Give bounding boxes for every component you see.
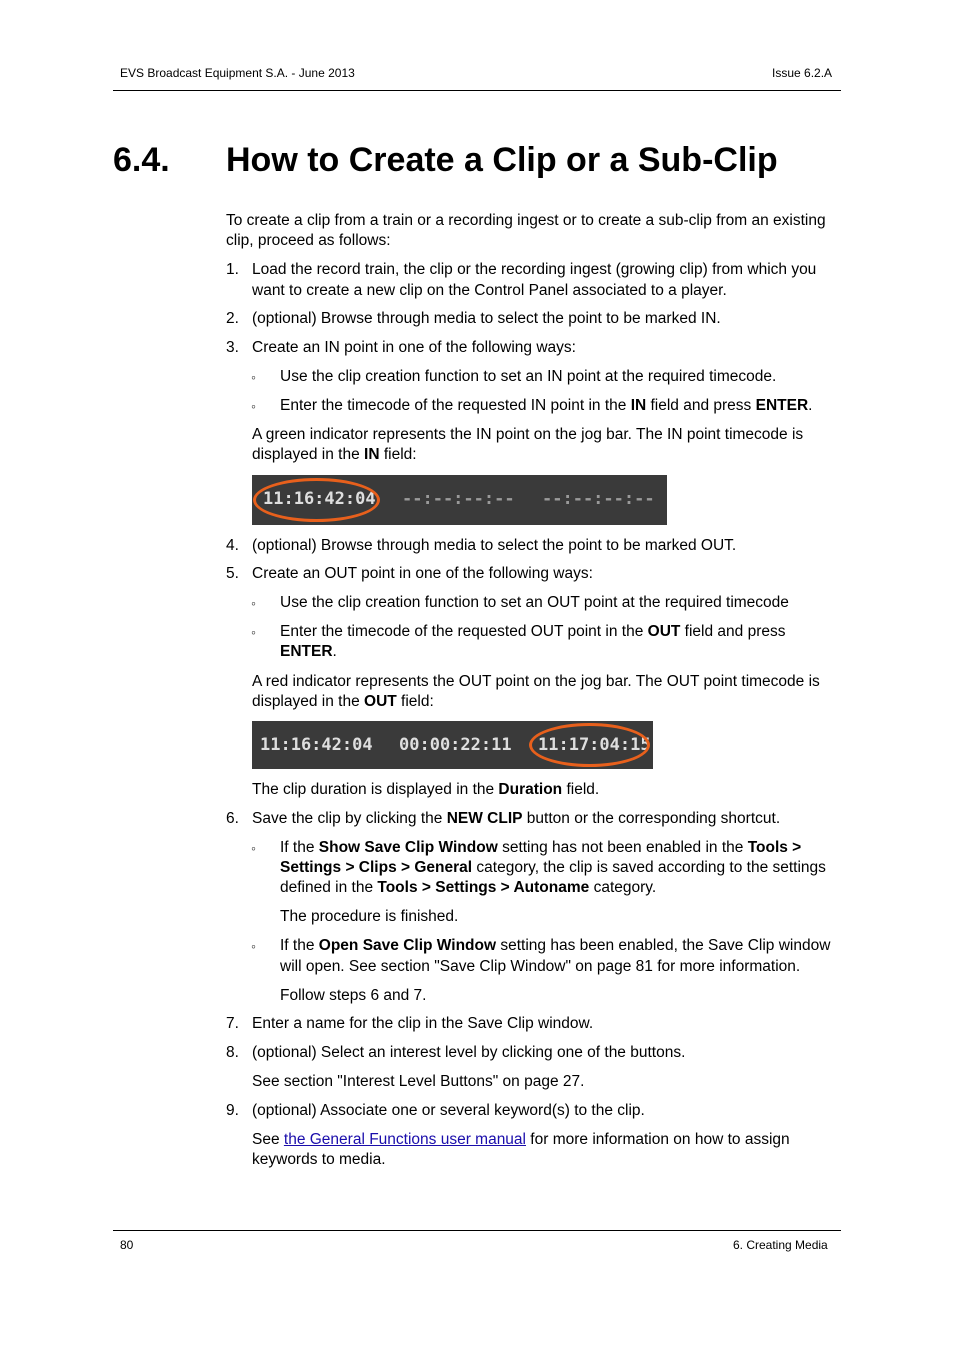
bullet-icon: ◦ [251,840,256,856]
step8-text: (optional) Select an interest level by clicking one of the buttons. [252,1044,686,1061]
step9-para-line-2: keywords to media. [252,1151,386,1168]
header-left: EVS Broadcast Equipment S.A. - June 2013 [120,66,355,80]
step8-para: See section "Interest Level Buttons" on page 27. [252,1073,585,1090]
step3-para-line-2: displayed in the IN field: [252,446,417,463]
duration-text: The clip duration is displayed in the Duration field. [252,781,600,798]
step4-text: (optional) Browse through media to select the point to be marked OUT. [252,537,737,554]
bullet-icon: ◦ [251,624,256,640]
step5-bullet-2-line-2: ENTER. [280,643,337,660]
in-timecode: 11:16:42:04 [260,735,373,755]
step9-para-line-1: See the General Functions user manual for more information on how to assign [252,1131,790,1148]
step-number: 3. [226,339,239,356]
out-timecode-empty: --:--:--:-- [402,489,515,509]
header-right: Issue 6.2.A [772,66,833,80]
in-field-screenshot [252,475,667,525]
duration-timecode-empty: --:--:--:-- [542,489,655,509]
bullet-icon: ◦ [251,398,256,414]
step5-bullet-2-line-1: Enter the timecode of the requested OUT point in the OUT field and press [280,623,786,640]
step3-bullet-2: Enter the timecode of the requested IN point in the IN field and press ENTER. [280,397,813,414]
step6-bullet-2-line-2: will open. See section "Save Clip Window" on page 81 for more information. [280,958,801,975]
page-number: 80 [120,1238,134,1252]
highlight-oval [253,478,380,522]
step6-bullet-2-line-1: If the Open Save Clip Window setting has been enabled, the Save Clip window [280,937,831,954]
step-number: 7. [226,1015,239,1032]
intro-line-2: clip, proceed as follows: [226,232,391,249]
intro-line-1: To create a clip from a train or a recording ingest or to create a sub-clip from an existing [226,212,826,229]
step-number: 5. [226,565,239,582]
section-number: 6.4. [113,141,170,179]
step9-text: (optional) Associate one or several keyword(s) to the clip. [252,1102,645,1119]
out-field-screenshot [252,721,653,769]
step-number: 6. [226,810,239,827]
footer-chapter: 6. Creating Media [733,1238,828,1252]
bullet-icon: ◦ [251,369,256,385]
step3-text: Create an IN point in one of the following ways: [252,339,576,356]
footer-rule [113,1230,841,1231]
step-number: 1. [226,261,239,278]
step6-text: Save the clip by clicking the NEW CLIP button or the corresponding shortcut. [252,810,781,827]
step6-bullet-2-para: Follow steps 6 and 7. [280,987,427,1004]
header-rule [113,90,841,91]
step1-line-2: want to create a new clip on the Control Panel associated to a player. [252,282,727,299]
duration-timecode: 00:00:22:11 [399,735,512,755]
step2-text: (optional) Browse through media to select the point to be marked IN. [252,310,721,327]
step5-text: Create an OUT point in one of the following ways: [252,565,593,582]
step6-bullet-1-line-3: defined in the Tools > Settings > Autoname category. [280,879,657,896]
bullet-icon: ◦ [251,938,256,954]
step-number: 8. [226,1044,239,1061]
step1-line-1: Load the record train, the clip or the recording ingest (growing clip) from which you [252,261,817,278]
step6-bullet-1-line-2: Settings > Clips > General category, the clip is saved according to the settings [280,859,826,876]
section-title: How to Create a Clip or a Sub-Clip [226,141,778,179]
step5-para-line-2: displayed in the OUT field: [252,693,434,710]
step-number: 2. [226,310,239,327]
step7-text: Enter a name for the clip in the Save Clip window. [252,1015,594,1032]
step5-bullet-1: Use the clip creation function to set an OUT point at the required timecode [280,594,789,611]
step-number: 9. [226,1102,239,1119]
in-timecode: 11:16:42:04 [263,489,376,509]
bullet-icon: ◦ [251,595,256,611]
step6-bullet-1-para: The procedure is finished. [280,908,459,925]
out-timecode: 11:17:04:15 [538,735,651,755]
highlight-oval [529,723,650,767]
step6-bullet-1-line-1: If the Show Save Clip Window setting has not been enabled in the Tools > [280,839,802,856]
step3-para-line-1: A green indicator represents the IN point on the jog bar. The IN point timecode is [252,426,804,443]
step5-para-line-1: A red indicator represents the OUT point on the jog bar. The OUT point timecode is [252,673,820,690]
step3-bullet-1: Use the clip creation function to set an IN point at the required timecode. [280,368,777,385]
step-number: 4. [226,537,239,554]
general-functions-manual-link[interactable]: the General Functions user manual [283,1131,526,1148]
